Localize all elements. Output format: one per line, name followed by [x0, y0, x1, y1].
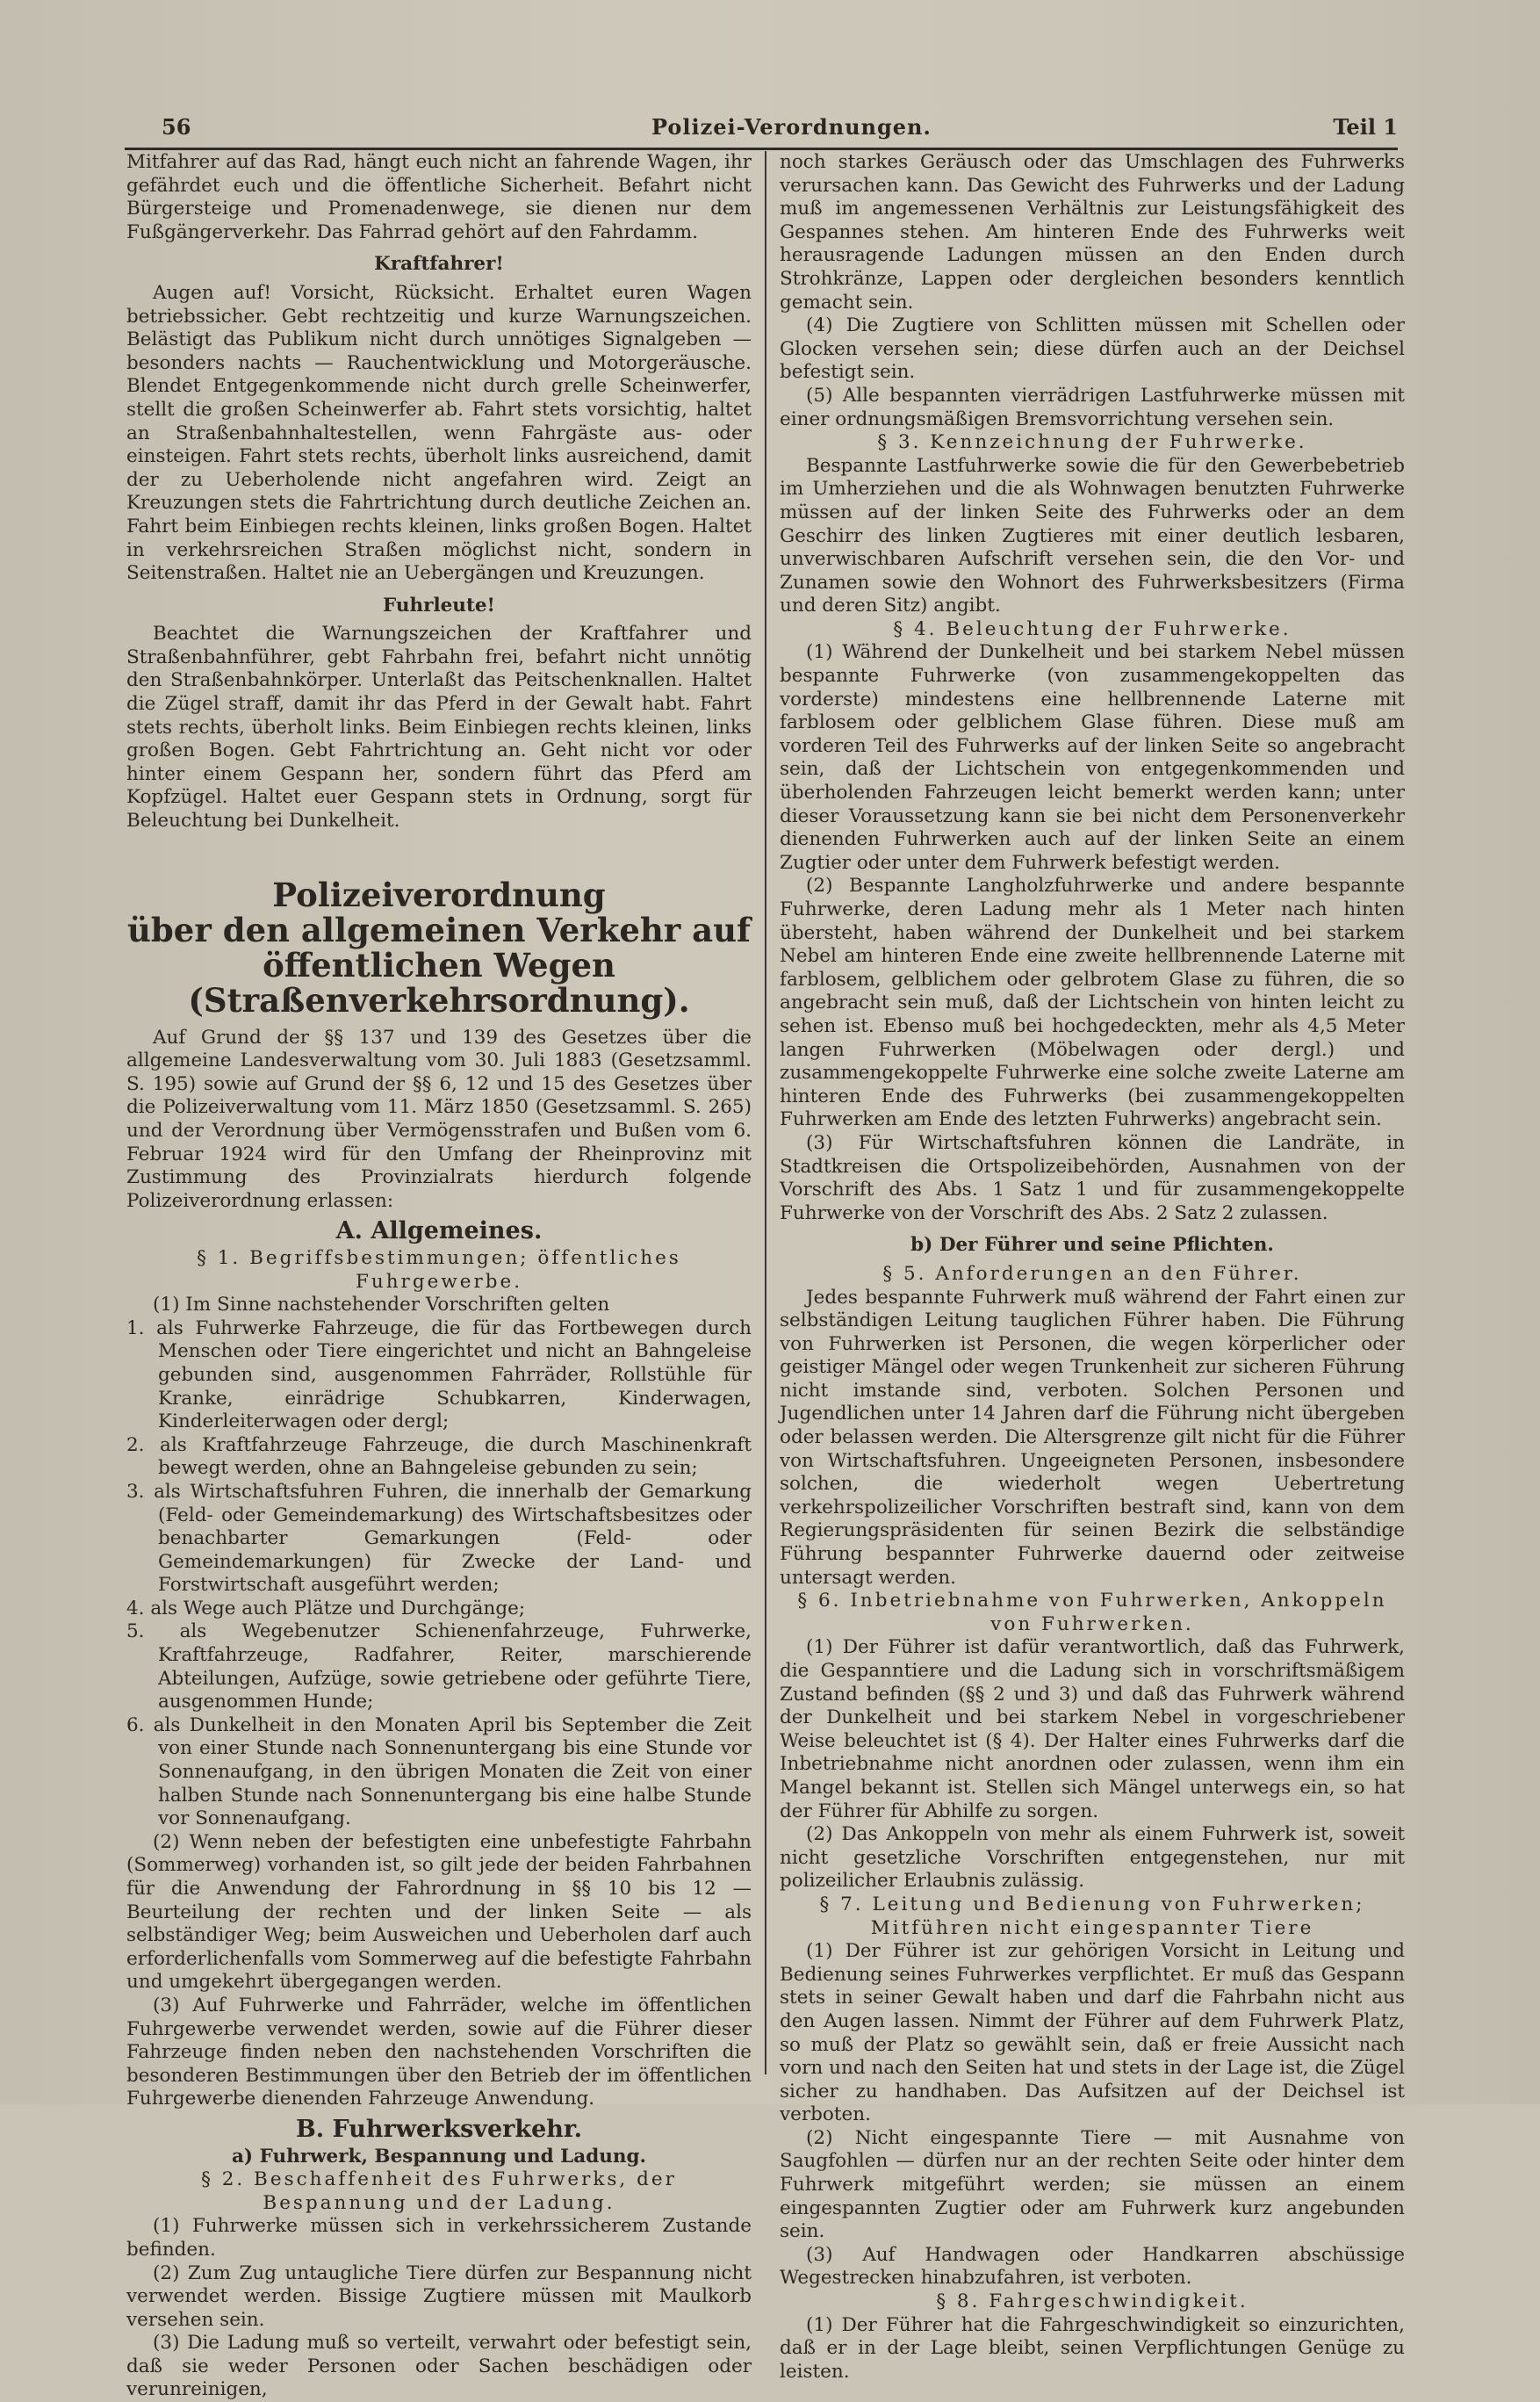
intro-paragraph: Mitfahrer auf das Rad, hängt euch nicht an fahrende Wagen, ihr gefährdet euch und die öffentliche Sicherheit. Befahrt nicht Bürgersteige und Promenadenwege, sie dienen nur dem Fußgängerverkehr. Das Fahrrad gehört auf den Fahrdamm. — [126, 151, 752, 243]
section-4-title: § 4. Beleuchtung der Fuhrwerke. — [893, 617, 1292, 640]
s7-para-3: (3) Auf Handwagen oder Handkarren abschüssige Wegestrecken hinabzufahren, ist verboten. — [780, 2243, 1405, 2290]
section-3-title: § 3. Kennzeichnung der Fuhrwerke. — [877, 431, 1307, 454]
s1-list-item: 4. als Wege auch Plätze und Durchgänge; — [126, 1597, 526, 1619]
section-1-title: § 1. Begriffsbestimmungen; öffentliches Fuhrgewerbe. — [197, 1246, 681, 1293]
r-para-1: noch starkes Geräusch oder das Umschlagen des Fuhrwerks verursachen kann. Das Gewicht des Fuhrwerks und der Ladung muß im angemessenen Verhältnis zur Leistungsfähigkeit des Gespannes stehen. Am hinteren Ende des Fuhrwerks weit herausragende Ladungen müssen an den Enden durch Strohkränze, Lappen oder dergleichen besonders kenntlich gemacht sein. — [780, 151, 1405, 314]
section-8-title: § 8. Fahrgeschwindigkeit. — [936, 2290, 1249, 2313]
s1-para-2: (2) Wenn neben der befestigten eine unbefestigte Fahrbahn (Sommerweg) vorhanden ist, so gilt jede der beiden Fahrbahnen für die Anwendung der Fahrordnung in §§ 10 bis 12 — Beurteilung der rechten und der linken Seite — als selbständiger Weg; beim Ausweichen und Ueberholen darf auch erforderlichenfalls vom Sommerweg auf die befestigte Fahrbahn und umgekehrt übergegangen werden. — [126, 1830, 752, 1994]
section-5-title: § 5. Anforderungen an den Führer. — [882, 1262, 1302, 1285]
ordinance-title-line: über den allgemeinen Verkehr auf — [127, 910, 751, 949]
heading-fuhrleute: Fuhrleute! — [382, 594, 495, 617]
heading-kraftfahrer: Kraftfahrer! — [374, 253, 504, 276]
s8-para-1: (1) Der Führer hat die Fahrgeschwindigkeit so einzurichten, daß er in der Lage bleibt, seinen Verpflichtungen Genüge zu leisten. — [780, 2313, 1405, 2383]
section-b-heading: B. Fuhrwerksverkehr. — [295, 2115, 583, 2143]
column-divider — [765, 151, 766, 2074]
subsection-a-heading: a) Fuhrwerk, Bespannung und Ladung. — [231, 2145, 647, 2168]
ordinance-title-line: (Straßenverkehrsordnung). — [188, 980, 690, 1020]
s6-para-1: (1) Der Führer ist dafür verantwortlich, daß das Fuhrwerk, die Gespanntiere und die Ladung sich in vorschriftsmäßigem Zustand befinden (§§ 2 und 3) und daß das Fuhrwerk während der Dunkelheit und bei starkem Nebel in vorgeschriebener Weise beleuchtet ist (§ 4). Der Halter eines Fuhrwerks darf die Inbetriebnahme nicht anordnen oder zulassen, wenn ihm ein Mangel bekannt ist. Stellen sich Mängel unterwegs ein, so hat der Führer für Abhilfe zu sorgen. — [780, 1636, 1405, 1822]
left-column — [126, 151, 752, 2402]
ordinance-title — [126, 877, 752, 1018]
section-7-title: § 7. Leitung und Bedienung von Fuhrwerken; Mitführen nicht eingespannter Tiere — [819, 1893, 1365, 1939]
header-rule — [125, 148, 1398, 150]
s2-para-3: (3) Die Ladung muß so verteilt, verwahrt oder befestigt sein, daß sie weder Personen oder Sachen beschädigen oder verunreinigen, — [126, 2332, 752, 2401]
s1-para-1: (1) Im Sinne nachstehender Vorschriften gelten — [153, 1294, 610, 1316]
right-column — [780, 151, 1405, 2384]
s4-para-1: (1) Während der Dunkelheit und bei starkem Nebel müssen bespannte Fuhrwerke (von zusammengekoppelten das vorderste) mindestens eine hellbrennende Laterne mit farblosem oder gelblichem Glase führen. Diese muß am vorderen Teil des Fuhrwerks auf der linken Seite so angebracht sein, daß der Lichtschein von entgegenkommenden und überholenden Fahrzeugen leicht bemerkt werden kann; unter dieser Voraussetzung kann sie bei nicht dem Personenverkehr dienenden Fuhrwerken auch auf der linken Seite an einem Zugtier oder unter dem Fuhrwerk befestigt werden. — [780, 641, 1405, 874]
ordinance-title-line: öffentlichen Wegen — [263, 945, 615, 985]
s1-list-item: 6. als Dunkelheit in den Monaten April bis September die Zeit von einer Stunde nach Sonnenuntergang bis eine Stunde vor Sonnenaufgang, in den übrigen Monaten die Zeit von einer halben Stunde nach Sonnenuntergang bis eine halbe Stunde vor Sonnenaufgang. — [126, 1713, 752, 1830]
s4-para-2: (2) Bespannte Langholzfuhrwerke und andere bespannte Fuhrwerke, deren Ladung mehr als 1 Meter nach hinten übersteht, haben während der Dunkelheit und bei starkem Nebel am hinteren Ende eine zweite hellbrennende Laterne mit farblosem, gelblichem oder gelbrotem Glase zu führen, die so angebracht sein muß, daß der Lichtschein von hinten leicht zu sehen ist. Ebenso muß bei hochgedeckten, mehr als 4,5 Meter langen Fuhrwerken (Möbelwagen oder dergl.) und zusammengekoppelte Fuhrwerke eine solche zweite Laterne am hinteren Ende des Fuhrwerks (bei zusammengekoppelten Fuhrwerken am Ende des letzten Fuhrwerks) angebracht sein. — [780, 875, 1405, 1131]
fuhrleute-paragraph: Beachtet die Warnungszeichen der Kraftfahrer und Straßenbahnführer, gebt Fahrbahn frei, befahrt nicht unnötig den Straßenbahnkörper. Unterlaßt das Peitschenknallen. Haltet die Zügel straff, damit ihr das Pferd in der Gewalt habt. Fahrt stets rechts, überholt links. Beim Einbiegen rechts kleinen, links großen Bogen. Gebt Fahrtrichtung an. Geht nicht vor oder hinter einem Gespann her, sondern führt das Pferd am Kopfzügel. Haltet euer Gespann stets in Ordnung, sorgt für Beleuchtung bei Dunkelheit. — [126, 623, 752, 833]
kraftfahrer-paragraph: Augen auf! Vorsicht, Rücksicht. Erhaltet euren Wagen betriebssicher. Gebt rechtzeitig und kurze Warnungszeichen. Belästigt das Publikum nicht durch unnötiges Signalgeben — besonders nachts — Rauchentwicklung und Motorgeräusche. Blendet Entgegenkommende nicht durch grelle Scheinwerfer, stellt die großen Scheinwerfer ab. Fahrt stets vorsichtig, haltet an Straßenbahnhaltestellen, wenn Fahrgäste aus- oder einsteigen. Fahrt stets rechts, überholt links ausreichend, damit der zu Ueberholende nicht angefahren wird. Zeigt an Kreuzungen stets die Fahrtrichtung durch deutliche Zeichen an. Fahrt beim Einbiegen rechts kleinen, links großen Bogen. Haltet in verkehrsreichen Straßen möglichst nicht, sondern in Seitenstraßen. Haltet nie an Uebergängen und Kreuzungen. — [126, 281, 752, 585]
s7-para-1: (1) Der Führer ist zur gehörigen Vorsicht in Leitung und Bedienung seines Fuhrwerkes verpflichtet. Er muß das Gespann stets in seiner Gewalt haben und darf die Fahrbahn nicht aus den Augen lassen. Nimmt der Führer auf dem Fuhrwerk Platz, so muß der Platz so gewählt sein, daß er freie Aussicht nach vorn und nach den Seiten hat und stets in der Lage ist, die Zügel sicher zu handhaben. Das Aufsitzen auf der Deichsel ist verboten. — [780, 1940, 1405, 2126]
s1-para-3: (3) Auf Fuhrwerke und Fahrräder, welche im öffentlichen Fuhrgewerbe verwendet werden, sowie auf die Führer dieser Fahrzeuge finden neben den nachstehenden Vorschriften die besonderen Bestimmungen über den Betrieb der im öffentlichen Fuhrgewerbe dienenden Fahrzeuge Anwendung. — [126, 1994, 752, 2110]
subsection-b-heading: b) Der Führer und seine Pflichten. — [910, 1234, 1274, 1257]
running-title: Polizei-Verordnungen. — [651, 114, 932, 140]
section-2-title: § 2. Beschaffenheit des Fuhrwerks, der Bespannung und der Ladung. — [201, 2168, 677, 2214]
s6-para-2: (2) Das Ankoppeln von mehr als einem Fuhrwerk ist, soweit nicht gesetzliche Vorschriften entgegenstehen, nur mit polizeilicher Erlaubnis zulässig. — [780, 1823, 1405, 1893]
s2-para-2: (2) Zum Zug untaugliche Tiere dürfen zur Bespannung nicht verwendet werden. Bissige Zugtiere müssen mit Maulkorb versehen sein. — [126, 2261, 752, 2331]
s1-list-item: 5. als Wegebenutzer Schienenfahrzeuge, Fuhrwerke, Kraftfahrzeuge, Radfahrer, Reiter, marschierende Abteilungen, Aufzüge, sowie getriebene oder geführte Tiere, ausgenommen Hunde; — [126, 1620, 752, 1713]
section-a-heading: A. Allgemeines. — [335, 1217, 543, 1245]
r-para-2: (4) Die Zugtiere von Schlitten müssen mit Schellen oder Glocken versehen sein; diese dürfen auch an der Deichsel befestigt sein. — [780, 314, 1405, 384]
s1-list-item: 1. als Fuhrwerke Fahrzeuge, die für das Fortbewegen durch Menschen oder Tiere eingerichtet und nicht an Bahngeleise gebunden sind, ausgenommen Fahrräder, Rollstühle für Kranke, einrädrige Schubkarren, Kinderwagen, Kinderleiterwagen oder dergl; — [126, 1316, 752, 1433]
preamble: Auf Grund der §§ 137 und 139 des Gesetzes über die allgemeine Landesverwaltung vom 30. Juli 1883 (Gesetzsamml. S. 195) sowie auf Grund der §§ 6, 12 und 15 des Gesetzes über die Polizeiverwaltung vom 11. März 1850 (Gesetzsamml. S. 265) und der Verordnung über Vermögensstrafen und Bußen vom 6. Februar 1924 wird für den Umfang der Rheinprovinz mit Zustimmung des Provinzialrats hierdurch folgende Polizeiverordnung erlassen: — [126, 1026, 752, 1212]
page-number: 56 — [162, 114, 191, 140]
s1-list-item: 2. als Kraftfahrzeuge Fahrzeuge, die durch Maschinenkraft bewegt werden, ohne an Bahngeleise gebunden zu sein; — [126, 1433, 752, 1480]
section-6-title: § 6. Inbetriebnahme von Fuhrwerken, Ankoppeln von Fuhrwerken. — [797, 1590, 1387, 1635]
r-para-3: (5) Alle bespannten vierrädrigen Lastfuhrwerke müssen mit einer ordnungsmäßigen Bremsvorrichtung versehen sein. — [780, 384, 1405, 430]
s4-para-3: (3) Für Wirtschaftsfuhren können die Landräte, in Stadtkreisen die Ortspolizeibehörden, Ausnahmen von der Vorschrift des Abs. 1 Satz 1 und für zusammengekoppelte Fuhrwerke von der Vorschrift des Abs. 2 Satz 2 zulassen. — [780, 1131, 1405, 1224]
ordinance-title-line: Polizeiverordnung — [272, 875, 606, 914]
page-header — [125, 114, 1398, 151]
part-label: Teil 1 — [1333, 114, 1398, 140]
s7-para-2: (2) Nicht eingespannte Tiere — mit Ausnahme von Saugfohlen — dürfen nur an der rechten Seite oder hinter dem Fuhrwerk mitgeführt werden; sie müssen an einem eingespannten Zugtier oder am Fuhrwerk kurz angebunden sein. — [780, 2126, 1405, 2243]
s5-para-1: Jedes bespannte Fuhrwerk muß während der Fahrt einen zur selbständigen Leitung tauglichen Führer haben. Die Führung von Fuhrwerken ist Personen, die wegen körperlicher oder geistiger Mängel oder wegen Trunkenheit zur sicheren Führung nicht imstande sind, verboten. Solchen Personen und Jugendlichen unter 14 Jahren darf die Führung nicht übergeben oder belassen werden. Die Altersgrenze gilt nicht für die Führer von Wirtschaftsfuhren. Ungeeigneten Personen, insbesondere solchen, die wiederholt wegen Uebertretung verkehrspolizeilicher Vorschriften bestraft sind, kann von dem Regierungspräsidenten für seinen Bezirk die selbständige Führung bespannter Fuhrwerke dauernd oder zeitweise untersagt werden. — [780, 1286, 1405, 1589]
s1-list-item: 3. als Wirtschaftsfuhren Fuhren, die innerhalb der Gemarkung (Feld- oder Gemeindemarkung) des Wirtschaftsbesitzes oder benachbarter Gemarkungen (Feld- oder Gemeindemarkungen) für Zwecke der Land- und Forstwirtschaft ausgeführt werden; — [126, 1480, 752, 1597]
s3-para-1: Bespannte Lastfuhrwerke sowie die für den Gewerbebetrieb im Umherziehen und die als Wohnwagen benutzten Fuhrwerke müssen auf der linken Seite des Fuhrwerks oder an dem Geschirr des linken Zugtieres mit einer deutlich lesbaren, unverwischbaren Aufschrift versehen sein, die den Vor- und Zunamen sowie den Wohnort des Fuhrwerksbesitzers (Firma und deren Sitz) angibt. — [780, 454, 1405, 617]
s2-para-1: (1) Fuhrwerke müssen sich in verkehrssicherem Zustande befinden. — [126, 2215, 752, 2261]
